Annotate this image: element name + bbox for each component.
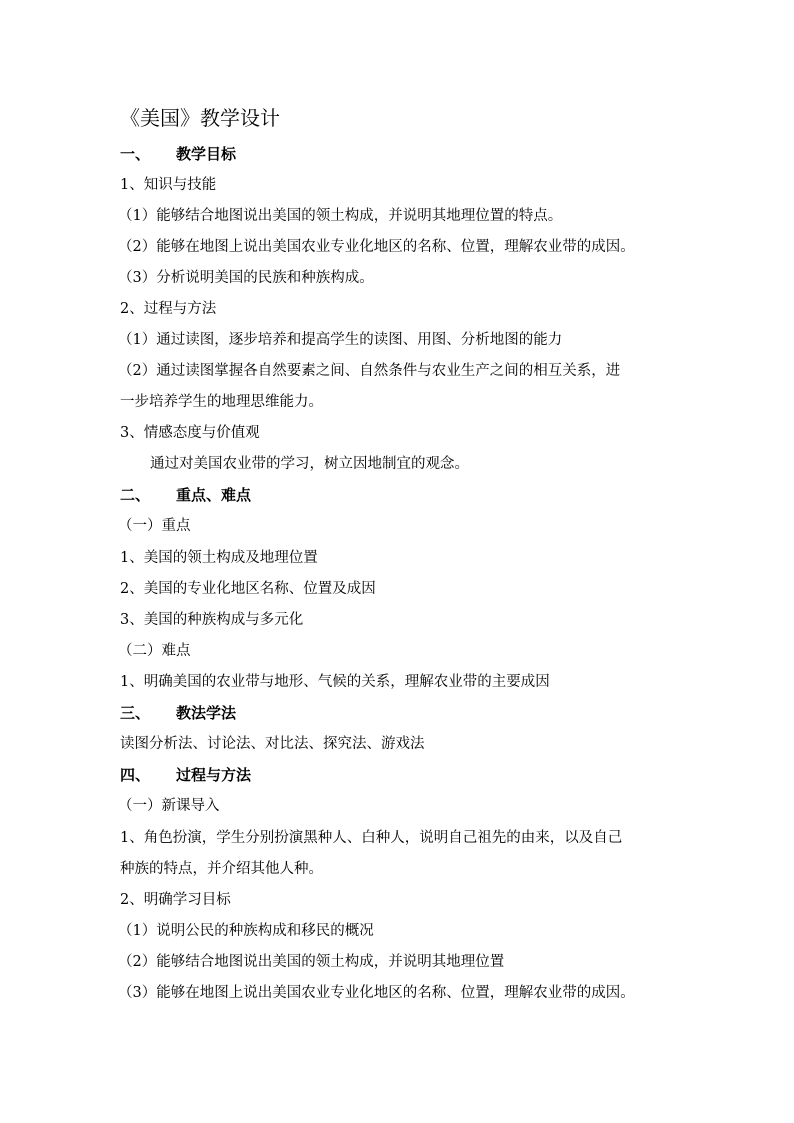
list-item: （2）能够结合地图说出美国的领土构成，并说明其地理位置 xyxy=(118,954,505,970)
section-heading-3 xyxy=(120,703,236,723)
subheading: （一）新课导入 xyxy=(118,798,220,814)
section-title: 过程与方法 xyxy=(176,766,252,784)
list-item: 3、美国的种族构成与多元化 xyxy=(120,612,304,628)
section-title: 重点、难点 xyxy=(176,486,252,504)
section-number: 二、 xyxy=(120,486,151,504)
list-item: （3）能够在地图上说出美国农业专业化地区的名称、位置，理解农业带的成因。 xyxy=(118,985,635,1001)
list-item-continuation: 一步培养学生的地理思维能力。 xyxy=(120,394,323,410)
list-item: （2）能够在地图上说出美国农业专业化地区的名称、位置，理解农业带的成因。 xyxy=(118,239,635,255)
list-item: 1、角色扮演，学生分别扮演黑种人、白种人，说明自己祖先的由来，以及自己 xyxy=(120,830,623,846)
section-number: 一、 xyxy=(120,145,151,163)
paragraph: 通过对美国农业带的学习，树立因地制宜的观念。 xyxy=(150,456,469,472)
section-title: 教法学法 xyxy=(176,704,237,722)
list-item: （3）分析说明美国的民族和种族构成。 xyxy=(118,270,374,286)
section-number: 三、 xyxy=(120,704,151,722)
list-item: （2）通过读图掌握各自然要素之间、自然条件与农业生产之间的相互关系，进 xyxy=(118,363,621,379)
section-heading-1 xyxy=(120,144,236,164)
list-item: 1、美国的领土构成及地理位置 xyxy=(120,550,318,566)
list-item-continuation: 种族的特点，并介绍其他人种。 xyxy=(120,861,323,877)
list-item: （1）能够结合地图说出美国的领土构成，并说明其地理位置的特点。 xyxy=(118,208,563,224)
list-item: 2、美国的专业化地区名称、位置及成因 xyxy=(120,581,376,597)
document-title: 《美国》教学设计 xyxy=(120,106,280,130)
subheading: 2、过程与方法 xyxy=(120,301,217,317)
subheading: 1、知识与技能 xyxy=(120,177,217,193)
list-item: （1）通过读图，逐步培养和提高学生的读图、用图、分析地图的能力 xyxy=(118,332,563,348)
section-title: 教学目标 xyxy=(176,145,237,163)
section-heading-2 xyxy=(120,485,251,505)
subheading: 3、情感态度与价值观 xyxy=(120,425,260,441)
subheading: 2、明确学习目标 xyxy=(120,892,231,908)
list-item: （1）说明公民的种族构成和移民的概况 xyxy=(118,923,374,939)
section-heading-4 xyxy=(120,765,251,785)
subheading: （二）难点 xyxy=(118,643,191,659)
subheading: （一）重点 xyxy=(118,518,191,534)
paragraph: 读图分析法、讨论法、对比法、探究法、游戏法 xyxy=(120,736,425,752)
list-item: 1、明确美国的农业带与地形、气候的关系，理解农业带的主要成因 xyxy=(120,674,550,690)
section-number: 四、 xyxy=(120,766,151,784)
